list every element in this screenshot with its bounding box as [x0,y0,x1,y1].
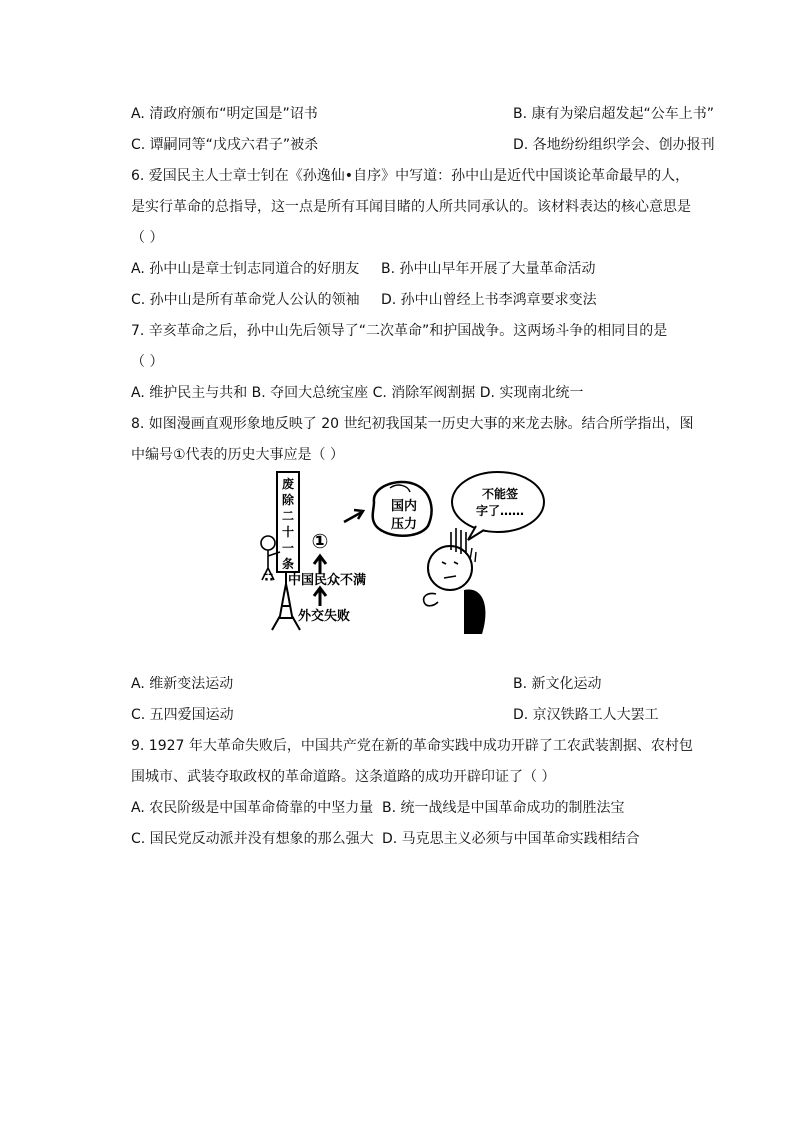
q6-option-c: C. 孙中山是所有革命党人公认的领袖 [131,292,360,308]
q9-row-1 [131,798,625,818]
sign-char-6: 条 [281,557,295,571]
official-sigh-puff [424,593,438,605]
q9-option-a: A. 农民阶级是中国革命倚靠的中坚力量 [131,800,374,816]
diplomatic-failure-label: 外交失败 [298,609,351,624]
q5-option-a: A. 清政府颁布“明定国是”诏书 [131,106,318,122]
q8-option-b: B. 新文化运动 [513,676,602,692]
q9-row-2 [131,829,640,849]
sign-char-5: 一 [281,541,295,555]
q7-answer-blank: （ ） [131,354,164,370]
official-robe [464,590,485,634]
q9-option-c: C. 国民党反动派并没有想象的那么强大 [131,831,374,847]
q9-stem-line-2: 围城市、武装夺取政权的革命道路。这条道路的成功开辟印证了（ ） [131,769,556,785]
q6-option-b: B. 孙中山早年开展了大量革命活动 [381,261,596,277]
speech-bubble [452,472,544,532]
q8-option-c: C. 五四爱国运动 [131,707,234,723]
q7-options: A. 维护民主与共和 B. 夺回大总统宝座 C. 消除军阀割据 D. 实现南北统一 [131,385,584,401]
q9-stem-line-1: 9. 1927 年大革命失败后，中国共产党在新的革命实践中成功开辟了工农武装割据、农村包 [131,738,693,754]
q9-option-d: D. 马克思主义必须与中国革命实践相结合 [382,831,640,847]
sign-char-2: 除 [281,493,295,507]
q5-row-2 [131,135,715,155]
people-discontent-label: 中国民众不满 [288,573,367,588]
diagonal-arrow-icon [344,510,363,522]
q8-option-a: A. 维新变法运动 [131,676,234,692]
q6-answer-blank: （ ） [131,230,164,246]
q6-row-2 [131,290,597,310]
q8-option-d: D. 京汉铁路工人大罢工 [513,707,659,723]
speech-line-2: 字了…… [475,504,525,518]
q7-stem-line-1: 7. 辛亥革命之后，孙中山先后领导了“二次革命”和护国战争。这两场斗争的相同目的是 [131,323,668,339]
q6-option-d: D. 孙中山曾经上书李鸿章要求变法 [381,292,597,308]
q6-option-a: A. 孙中山是章士钊志同道合的好朋友 [131,261,360,277]
q5-option-d: D. 各地纷纷组织学会、创办报刊 [513,137,715,153]
cartoon-svg [250,468,560,638]
circled-number-one: ① [311,529,329,553]
up-arrow-icon [314,556,326,574]
q8-row-2 [131,705,659,725]
protester-head [261,536,275,550]
cartoon-illustration [250,468,560,638]
crowd-marks: ·̄·̄ [264,573,274,588]
up-arrow-icon-2 [314,588,326,606]
sign-char-3: 二 [281,509,295,523]
q5-option-b: B. 康有为梁启超发起“公车上书” [513,106,715,122]
sign-char-4: 十 [281,525,295,539]
q6-stem-line-1: 6. 爱国民主人士章士钊在《孙逸仙•自序》中写道：孙中山是近代中国谈论革命最早的人， [131,168,690,184]
eiffel-tower-icon [272,584,300,630]
q5-row-1 [131,104,715,124]
speech-line-1: 不能签 [481,487,519,501]
q9-option-b: B. 统一战线是中国革命成功的制胜法宝 [382,800,625,816]
q8-row-1 [131,674,602,694]
q5-option-c: C. 谭嗣同等“戊戌六君子”被杀 [131,137,319,153]
sign-char-1: 废 [281,477,295,491]
q8-stem-line-1: 8. 如图漫画直观形象地反映了 20 世纪初我国某一历史大事的来龙去脉。结合所学指出，图 [131,416,694,432]
pressure-label-line-1: 国内 [390,499,418,514]
q6-stem-line-2: 是实行革命的总指导，这一点是所有耳闻目睹的人所共同承认的。该材料表达的核心意思是 [131,199,691,215]
pressure-label-line-2: 压力 [390,517,418,532]
q6-row-1 [131,259,596,279]
q8-stem-line-2: 中编号①代表的历史大事应是（ ） [131,447,345,463]
